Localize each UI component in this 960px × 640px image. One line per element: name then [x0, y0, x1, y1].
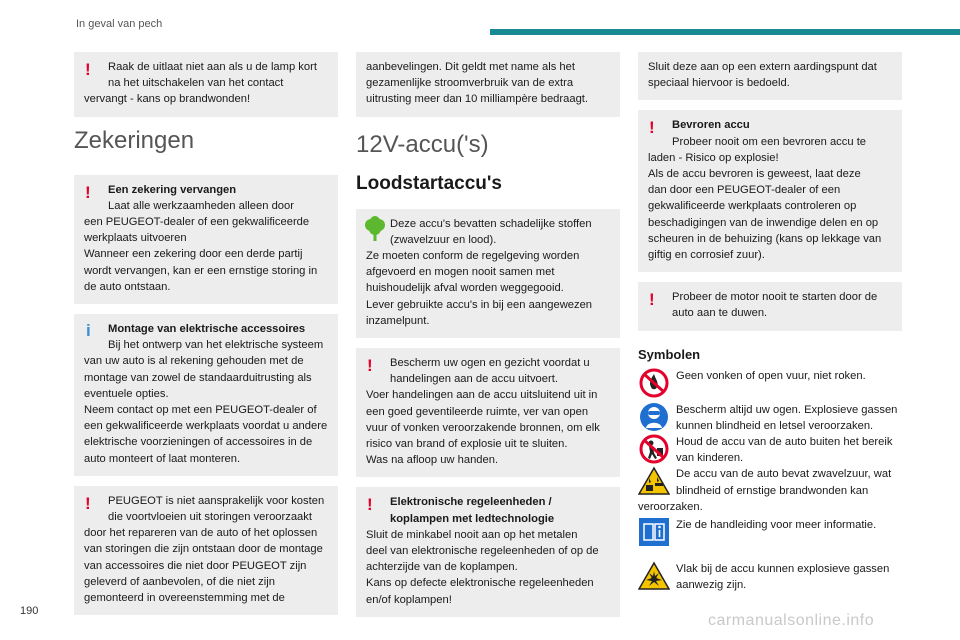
- text-line: deel van elektronische regeleenheden of op de: [366, 545, 599, 558]
- box-heading: Een zekering vervangen: [108, 183, 237, 196]
- continued-box: [638, 52, 902, 100]
- text-line: vuur of vonken veroorzakende bronnen, om elk: [366, 421, 600, 434]
- symbol-text: aanwezig zijn.: [676, 579, 747, 592]
- text-line: en/of koplampen!: [366, 593, 452, 606]
- text-line: Sluit deze aan op een extern aardingspunt dat: [648, 61, 877, 73]
- section-title-zekeringen: Zekeringen: [74, 126, 195, 154]
- symbol-item: [638, 368, 902, 398]
- text-line: een goed geventileerde ruimte, ver van open: [366, 405, 589, 418]
- warning-box-protect: [356, 348, 620, 477]
- text-line: auto monteert of laat monteren.: [84, 452, 241, 465]
- text-line: vervangt - kans op brandwonden!: [84, 93, 251, 106]
- text-line: van uw auto is al rekening gehouden met de: [84, 355, 304, 368]
- text-line: PEUGEOT is niet aansprakelijk voor kosten: [108, 494, 325, 507]
- text-line: uitrusting meer dan 10 milliampère bedraagt.: [366, 93, 589, 106]
- text-line: Ze moeten conform de regelgeving worden: [366, 250, 580, 263]
- text-line: giftig en corrosief zuur).: [648, 249, 765, 262]
- symbol-text: veroorzaken.: [638, 500, 703, 513]
- warning-box-push-start: [638, 282, 902, 330]
- page-number: 190: [20, 605, 39, 617]
- column-3: [638, 52, 902, 593]
- environment-tree-icon: [363, 216, 387, 242]
- text-line: Probeer nooit om een bevroren accu te: [672, 135, 867, 148]
- warning-icon: !: [367, 495, 373, 515]
- text-line: Sluit de minkabel nooit aan op het metalen: [366, 528, 578, 541]
- warning-icon: !: [85, 182, 91, 202]
- text-line: van accessoires die niet door PEUGEOT zijn: [84, 559, 307, 572]
- warning-icon: !: [367, 356, 373, 376]
- text-line: Wanneer een zekering door een derde partij: [84, 248, 303, 261]
- text-line: scheuren in de behuizing (kans op lekkage van: [648, 232, 882, 245]
- text-line: risico van brand of explosie uit te sluiten.: [366, 438, 568, 451]
- warning-box-liability: [74, 486, 338, 615]
- text-line: auto aan te duwen.: [672, 307, 768, 320]
- box-heading: Elektronische regeleenheden /: [390, 496, 552, 509]
- text-line: eventuele opties.: [84, 387, 169, 400]
- text-line: een gekwalificeerde werkplaats voordat u andere: [84, 420, 328, 433]
- text-line: van storingen die zijn ontstaan door de montage: [84, 543, 323, 556]
- text-line: achterzijde van de koplampen.: [366, 561, 518, 574]
- text-line: Bescherm uw ogen en gezicht voordat u: [390, 357, 590, 370]
- warning-icon: !: [649, 290, 655, 310]
- text-line: Bij het ontwerp van het elektrische systeem: [108, 339, 324, 352]
- text-line: geleverd of aanbevolen, of die niet zijn: [84, 575, 275, 588]
- warning-box-fuse: [74, 175, 338, 304]
- info-icon: i: [86, 321, 91, 341]
- text-line: een PEUGEOT-dealer of een gekwalificeerde: [84, 216, 310, 229]
- symbol-text: kunnen blindheid en letsel veroorzaken.: [676, 419, 874, 432]
- text-line: Raak de uitlaat niet aan als u de lamp kort: [108, 61, 317, 73]
- symbol-text: Bescherm altijd uw ogen. Explosieve gassen: [676, 403, 898, 416]
- warning-box-electronics: [356, 487, 620, 616]
- no-fire-icon: [638, 368, 670, 398]
- text-line: speciaal hiervoor is bedoeld.: [648, 77, 790, 90]
- warning-box-exhaust: [74, 52, 338, 117]
- text-line: afgevoerd en mogen nooit samen met: [366, 266, 555, 279]
- text-line: gemonteerd in overeenstemming met de: [84, 592, 285, 605]
- box-heading: Bevroren accu: [672, 119, 750, 132]
- text-line: Probeer de motor nooit te starten door de: [672, 291, 878, 304]
- text-line: dan door een PEUGEOT-dealer of een: [648, 184, 841, 197]
- column-2: [356, 52, 620, 627]
- box-heading: koplampen met ledtechnologie: [390, 512, 555, 525]
- warning-box-frozen: [638, 110, 902, 272]
- text-line: de auto ontstaan.: [84, 280, 171, 293]
- symbol-text: blindheid of ernstige brandwonden kan: [676, 484, 869, 497]
- text-line: Deze accu's bevatten schadelijke stoffen: [390, 217, 592, 230]
- text-line: Laat alle werkzaamheden alleen door: [108, 199, 294, 212]
- explosive-gas-icon: [638, 561, 670, 591]
- box-heading: Montage van elektrische accessoires: [108, 323, 306, 336]
- column-1: [74, 52, 338, 625]
- text-line: Als de accu bevroren is geweest, laat deze: [648, 168, 861, 181]
- text-line: inzamelpunt.: [366, 314, 430, 327]
- text-line: handelingen aan de accu uitvoert.: [390, 373, 558, 386]
- warning-icon: !: [85, 493, 91, 513]
- text-line: montage van zowel de standaarduitrusting als: [84, 371, 312, 384]
- manual-icon: [638, 517, 670, 547]
- text-line: die voortvloeien uit storingen veroorzaakt: [108, 511, 312, 524]
- acid-warning-icon: [638, 466, 670, 496]
- text-line: beschadigingen van de inwendige delen en op: [648, 216, 879, 229]
- text-line: Kans op defecte elektronische regeleenheden: [366, 577, 594, 590]
- text-line: gezamenlijke stroomverbruik van de extra: [366, 77, 574, 90]
- text-line: wordt vervangen, kan er een ernstige storing in: [84, 264, 318, 277]
- header-accent-bar: [490, 29, 960, 35]
- symbol-text: Vlak bij de accu kunnen explosieve gassen: [676, 563, 890, 576]
- symbol-item: [638, 466, 902, 515]
- symbol-text: Houd de accu van de auto buiten het bereik: [676, 436, 893, 449]
- text-line: na het uitschakelen van het contact: [108, 77, 284, 90]
- watermark: carmanualsonline.info: [708, 612, 875, 629]
- symbol-item: [638, 561, 902, 593]
- environment-box: [356, 209, 620, 338]
- symbol-item: [638, 434, 902, 466]
- keep-children-away-icon: [638, 434, 670, 464]
- text-line: door het repareren van de auto of het oplossen: [84, 527, 318, 540]
- continued-box: [356, 52, 620, 117]
- subsection-title-loodstart: Loodstartaccu's: [356, 172, 502, 194]
- section-title-accu: 12V-accu('s): [356, 130, 489, 158]
- text-line: elektrische voorzieningen of accessoires in de: [84, 436, 313, 449]
- text-line: Neem contact op met een PEUGEOT-dealer of: [84, 404, 317, 417]
- symbol-text: De accu van de auto bevat zwavelzuur, wat: [676, 468, 892, 481]
- text-line: Was na afloop uw handen.: [366, 454, 499, 467]
- symbol-text: van kinderen.: [676, 452, 744, 465]
- text-line: aanbevelingen. Dit geldt met name als het: [366, 61, 575, 73]
- text-line: gekwalificeerde werkplaats controleren op: [648, 200, 857, 213]
- symbol-text: Geen vonken of open vuur, niet roken.: [676, 369, 866, 382]
- text-line: werkplaats uitvoeren: [84, 232, 187, 245]
- text-line: Lever gebruikte accu's in bij een aangewezen: [366, 298, 593, 311]
- warning-icon: !: [649, 118, 655, 138]
- text-line: (zwavelzuur en lood).: [390, 233, 497, 246]
- text-line: huishoudelijk afval worden weggegooid.: [366, 282, 564, 295]
- text-line: laden - Risico op explosie!: [648, 151, 779, 164]
- warning-icon: !: [85, 60, 91, 79]
- running-header: In geval van pech: [76, 18, 163, 30]
- symbol-text: Zie de handleiding voor meer informatie.: [676, 519, 877, 532]
- text-line: Voer handelingen aan de accu uitsluitend uit in: [366, 389, 598, 402]
- info-box-accessories: [74, 314, 338, 476]
- eye-protection-icon: [638, 402, 670, 432]
- symbols-heading: Symbolen: [638, 346, 701, 362]
- symbol-item: [638, 517, 902, 547]
- symbol-item: [638, 402, 902, 434]
